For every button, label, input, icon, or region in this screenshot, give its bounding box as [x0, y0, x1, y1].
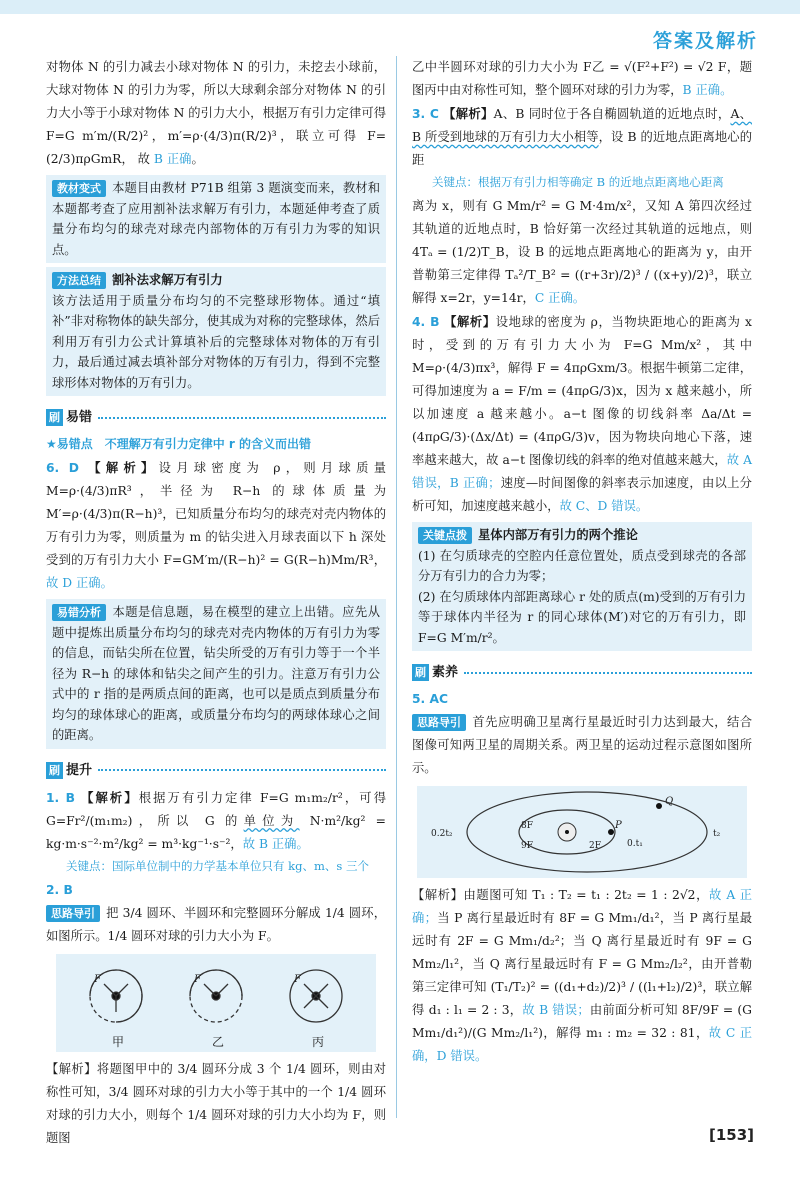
satellite-p: [608, 829, 614, 835]
textbook-variant-tag: 教材变式: [52, 180, 106, 197]
section-title: 易错: [66, 410, 93, 425]
column-divider: [396, 56, 397, 1118]
section-title: 素养: [432, 665, 459, 680]
orbit-label-d1: 0.t₁: [627, 839, 643, 849]
figure-label-bing: 丙: [312, 1034, 325, 1049]
paragraph: 乙中半圆环对球的引力大小为 F乙 = √(F²+F²) = √2 F，题图丙中由对称性可知，整个圆环对球的引力为零，B 正确。: [412, 60, 752, 97]
textbook-variant-box: 教材变式 本题目由教材 P71B 组第 3 题演变而来，教材和本题都考查了应用割补法求解万有引力，本题延伸考查了质量分布均匀的球壳对球壳内部物体的万有引力为零的知识点。: [46, 175, 386, 263]
orbit-label-t2: t₂: [713, 829, 721, 839]
orbit-label-2f: 2F: [589, 841, 601, 851]
question-1: 1. B 【解析】根据万有引力定律 F=G m₁m₂/r²，可得 G=Fr²/(m₁m₂)，所以 G 的单位为 N·m²/kg² = kg·m·s⁻²·m²/kg² = m³·kg⁻¹·s⁻²，故 B 正确。: [46, 789, 386, 851]
section-tisheng: [46, 759, 386, 782]
guide-tag: 思路导引: [46, 905, 100, 922]
method-summary-box: 方法总结 割补法求解万有引力 该方法适用于质量分布均匀的不完整球形物体。通过“填补”非对称物体的缺失部分，使其成为对称的完整球体，然后利用万有引力公式计算填补后的完整球体对物体的万有引力，最后通过减去填补部分对物体的万有引力，得到不完整球形体对物体的万有引力。: [46, 267, 386, 396]
orbit-label-9f: 9F: [521, 841, 533, 851]
key-point-note: 关键点：国际单位制中的力学基本单位只有 kg、m、s 三个: [66, 858, 369, 873]
figure-label-jia: 甲: [112, 1034, 125, 1049]
key-point-note: 关键点：根据万有引力相等确定 B 的近地点距离地心距离: [432, 175, 724, 189]
section-suyang: [412, 661, 752, 684]
question-3: 3. C 【解析】A、B 同时位于各自椭圆轨道的近地点时，A、B 所受到地球的万有引力大小相等，设 B 的近地点距离地心的距: [412, 106, 752, 167]
left-column: [46, 56, 386, 1150]
page-header-title: 答案及解析: [652, 30, 758, 52]
question-2-number: 2. B: [46, 882, 73, 897]
question-5-analysis: 【解析】由题图可知 T₁ : T₂ = t₁ : 2t₂ = 1 : 2√2，故 A 正确；当 P 离行星最近时有 8F = G Mm₁/d₁²，当 P 离行星最远时有 2F = G Mm₁/d₂²；当 Q 离行星最近时有 9F = G Mm₂/l₁²，当 Q 离行星最远时有 F = G Mm₂/l₂²，由开普勒第三定律可知 (T₁/T₂)² = ((d₁+d₂)/2)³ / ((l₁+l₂)/2)³，联立解得 d₁ : l₁ = 2 : 3，故 B 错误；由前面分析可知 8F/9F = (G Mm₁/d₁²)/(G Mm₂/l₁²)，解得 m₁ : m₂ = 32 : 81，故 C 正确，D 错误。: [412, 888, 752, 1063]
page-number: [153]: [708, 1126, 754, 1144]
easy-error-point: ★易错点 不理解万有引力定律中 r 的含义而出错: [46, 437, 312, 451]
question-2-analysis: 【解析】将题图甲中的 3/4 圆环分成 3 个 1/4 圆环，则由对称性可知，3/4 圆环对球的引力大小等于其中的一个 1/4 圆环对球的引力大小，则每个 1/4 圆环对球的引力大小均为 F，则题图: [46, 1061, 386, 1145]
guide-tag: 思路导引: [412, 714, 466, 731]
orbit-label-p: P: [615, 820, 622, 831]
right-column: [412, 56, 752, 1068]
section-mark: 刷: [46, 762, 63, 779]
question-5-number: 5. AC: [412, 692, 449, 706]
section-mark: 刷: [46, 409, 63, 426]
orbit-label-8f: 8F: [521, 821, 533, 831]
satellite-q: [656, 803, 662, 809]
question-4: 4. B 【解析】设地球的密度为 ρ，当物块距地心的距离为 x 时，受到的万有引力大小为 F=G Mm/x²，其中 M=ρ·(4/3)πx³，解得 F = 4πρGxm/3。根据牛顿第二定律，可得加速度为 a = F/m = (4πρG/3)x，因为 x 越来越小，所以加速度 a 越来越小。a−t 图像的切线斜率 Δa/Δt = (4πρG/3)·(Δx/Δt) = (4πρG/3)v，因为物块向地心下落，速率越来越大，故 a−t 图像切线的斜率的绝对值越来越大，故 A 错误，B 正确；速度—时间图像的斜率表示加速度，由以上分析可知，加速度越来越小，故 C、D 错误。: [412, 314, 752, 513]
question-6: 6. D 【解析】设月球密度为 ρ，则月球质量 M=ρ·(4/3)πR³，半径为 R−h 的球体质量为 M′=ρ·(4/3)π(R−h)³，已知质量分布均匀的球壳对壳内物体的万有引力为零，则质量为 m 的钻尖进入月球表面以下 h 深处受到的万有引力大小 F=GM′m/(R−h)² = G(R−h)Mm/R³，故 D 正确。: [46, 460, 386, 590]
key-point-tag: 关键点拨: [418, 527, 472, 544]
figure-label-yi: 乙: [212, 1034, 225, 1049]
orbit-label-q: Q: [665, 796, 674, 807]
paragraph: 对物体 N 的引力减去小球对物体 N 的引力，未挖去小球前，大球对物体 N 的引力为零，所以大球剩余部分对物体 N 的引力大小等于小球对物体 N 的引力大小，根据万有引力定律可得 F=G m′m/(R/2)²，m′=ρ·(4/3)π(R/2)³，联立可得 F=(2/3)πρGmR， 故 B 正确。: [46, 60, 386, 166]
section-title: 提升: [66, 762, 93, 778]
method-summary-tag: 方法总结: [52, 272, 106, 289]
section-yicuo: [46, 406, 386, 429]
force-label: F: [94, 973, 101, 985]
ring-figure: [56, 954, 376, 1052]
key-point-box: 关键点拨 星体内部万有引力的两个推论 (1) 在匀质球壳的空腔内任意位置处，质点受到球壳的各部分万有引力的合力为零； (2) 在匀质球体内部距离球心 r 处的质点(m)受到的万有引力等于球体内半径为 r 的同心球体(M′)对它的万有引力，即 F=G M′m/r²。: [412, 522, 752, 651]
header-bar: [0, 0, 800, 14]
orbit-label-d2: 0.2t₂: [431, 829, 453, 839]
question-2-guide: 思路导引 把 3/4 圆环、半圆环和完整圆环分解成 1/4 圆环，如图所示。1/4 圆环对球的引力大小为 F。: [46, 905, 386, 943]
force-label: F: [194, 973, 201, 985]
question-3-continued: 离为 x，则有 G Mm/r² = G M·4m/x²，又知 A 第四次经过其轨道的近地点时，B 恰好第一次经过其轨道的远地点，则 4Tₐ = (1/2)T_B，设 B 的远地点距离地心的距离为 y，由开普勒第三定律得 Tₐ²/T_B² = ((r+3r)/2)³ / ((x+y)/2)³，联立解得 x=2r，y=14r，C 正确。: [412, 199, 752, 305]
orbit-figure: [417, 786, 747, 878]
force-label: F: [294, 973, 301, 985]
error-analysis-box: 易错分析 本题是信息题，易在模型的建立上出错。应先从题中提炼出质量分布均匀的球壳对壳内物体的万有引力为零的信息，而钻尖所在位置，钻尖所受的万有引力等于一个半径为 R−h 的球体和钻尖之间产生的引力。注意万有引力公式中的 r 指的是两质点间的距离，也可以是质点到质量分布均匀的球体球心的距离，或质量分布均匀的两球体球心之间的距离。: [46, 599, 386, 749]
error-analysis-tag: 易错分析: [52, 604, 106, 621]
section-mark: 刷: [412, 664, 429, 681]
question-5-guide: 思路导引 首先应明确卫星离行星最近时引力达到最大，结合图像可知两卫星的周期关系。两卫星的运动过程示意图如图所示。: [412, 715, 752, 775]
